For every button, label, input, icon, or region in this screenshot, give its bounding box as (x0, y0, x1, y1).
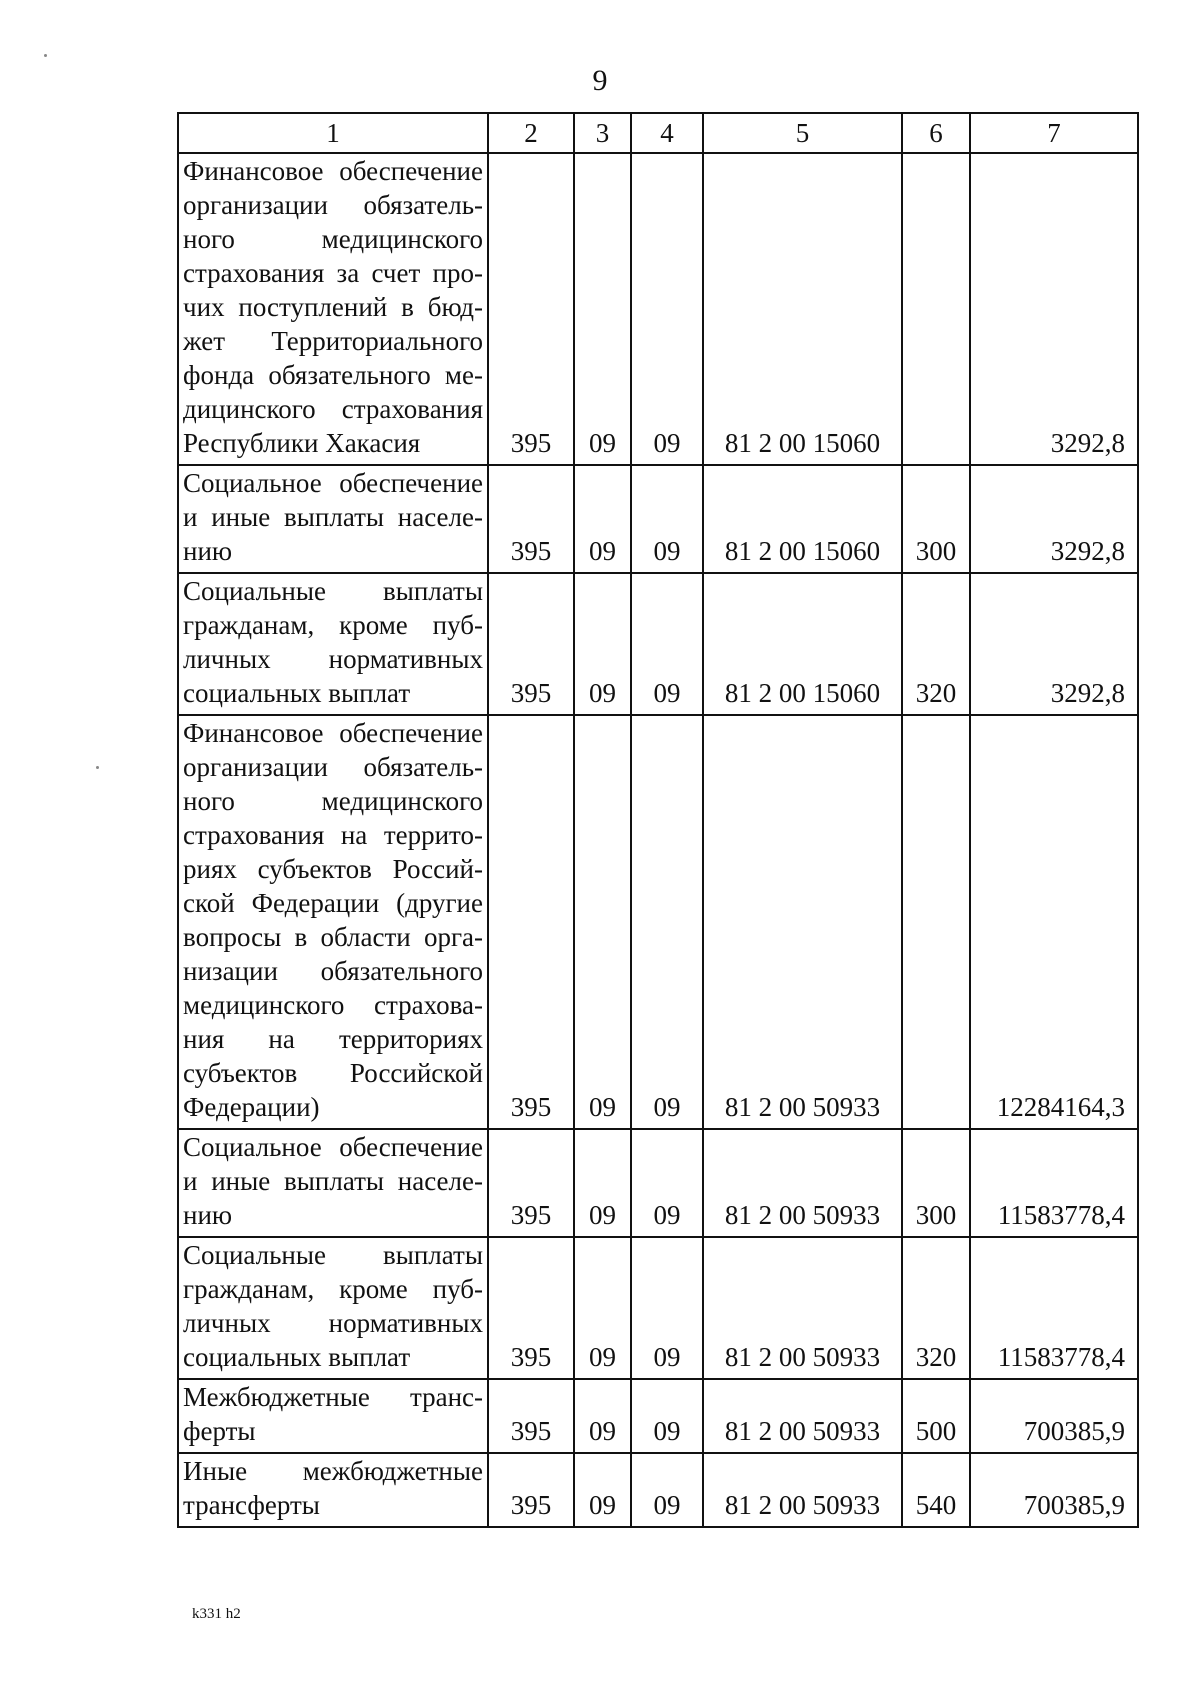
expense-type-code: 500 (902, 1379, 970, 1453)
column-header: 4 (631, 113, 703, 153)
expense-type-code: 540 (902, 1453, 970, 1527)
page-number: 9 (592, 64, 608, 97)
budget-table (177, 112, 1139, 1528)
table-row (178, 1379, 1138, 1453)
column-header: 1 (178, 113, 488, 153)
column-header: 7 (970, 113, 1138, 153)
section-code: 09 (574, 715, 631, 1129)
row-name: Социальное обеспечение и иные выплаты населе-нию (178, 465, 488, 573)
admin-code: 395 (488, 1379, 574, 1453)
expense-type-code (902, 715, 970, 1129)
row-name: Иные межбюджетные трансферты (178, 1453, 488, 1527)
subsection-code: 09 (631, 1129, 703, 1237)
admin-code: 395 (488, 1237, 574, 1379)
amount: 3292,8 (970, 465, 1138, 573)
scan-speck (44, 54, 47, 57)
table-row (178, 715, 1138, 1129)
row-name: Финансовое обеспечение организации обязатель-ного медицинского страхования за счет про-чих поступлений в бюд-жет Территориального фонда обязательного ме-дицинского страхования Республики Хакасия (178, 153, 488, 465)
amount: 700385,9 (970, 1379, 1138, 1453)
section-code: 09 (574, 465, 631, 573)
target-article-code: 81 2 00 50933 (703, 715, 902, 1129)
column-header: 6 (902, 113, 970, 153)
table-row (178, 1453, 1138, 1527)
document-footer-code: k331 h2 (192, 1606, 241, 1622)
section-code: 09 (574, 1379, 631, 1453)
target-article-code: 81 2 00 50933 (703, 1453, 902, 1527)
amount: 11583778,4 (970, 1237, 1138, 1379)
target-article-code: 81 2 00 15060 (703, 573, 902, 715)
table-row (178, 573, 1138, 715)
admin-code: 395 (488, 1129, 574, 1237)
admin-code: 395 (488, 573, 574, 715)
expense-type-code (902, 153, 970, 465)
expense-type-code: 320 (902, 573, 970, 715)
column-header: 3 (574, 113, 631, 153)
subsection-code: 09 (631, 715, 703, 1129)
amount: 3292,8 (970, 153, 1138, 465)
admin-code: 395 (488, 465, 574, 573)
target-article-code: 81 2 00 50933 (703, 1237, 902, 1379)
admin-code: 395 (488, 1453, 574, 1527)
row-name: Межбюджетные транс-ферты (178, 1379, 488, 1453)
table-header-row (178, 113, 1138, 153)
target-article-code: 81 2 00 15060 (703, 465, 902, 573)
expense-type-code: 320 (902, 1237, 970, 1379)
column-header: 5 (703, 113, 902, 153)
section-code: 09 (574, 1453, 631, 1527)
table-row (178, 1237, 1138, 1379)
admin-code: 395 (488, 153, 574, 465)
amount: 12284164,3 (970, 715, 1138, 1129)
amount: 11583778,4 (970, 1129, 1138, 1237)
subsection-code: 09 (631, 153, 703, 465)
section-code: 09 (574, 573, 631, 715)
amount: 3292,8 (970, 573, 1138, 715)
amount: 700385,9 (970, 1453, 1138, 1527)
section-code: 09 (574, 1129, 631, 1237)
row-name: Финансовое обеспечение организации обязатель-ного медицинского страхования на террито-риях субъектов Россий-ской Федерации (другие вопросы в области орга-низации обязательного медицинского страхова-ния на территориях субъектов Российской Федерации) (178, 715, 488, 1129)
table-row (178, 1129, 1138, 1237)
scan-speck (96, 766, 99, 769)
subsection-code: 09 (631, 1379, 703, 1453)
admin-code: 395 (488, 715, 574, 1129)
row-name: Социальные выплаты гражданам, кроме пуб-личных нормативных социальных выплат (178, 1237, 488, 1379)
section-code: 09 (574, 153, 631, 465)
expense-type-code: 300 (902, 1129, 970, 1237)
section-code: 09 (574, 1237, 631, 1379)
column-header: 2 (488, 113, 574, 153)
row-name: Социальное обеспечение и иные выплаты населе-нию (178, 1129, 488, 1237)
table-row (178, 465, 1138, 573)
subsection-code: 09 (631, 1453, 703, 1527)
subsection-code: 09 (631, 1237, 703, 1379)
subsection-code: 09 (631, 573, 703, 715)
target-article-code: 81 2 00 50933 (703, 1129, 902, 1237)
target-article-code: 81 2 00 15060 (703, 153, 902, 465)
row-name: Социальные выплаты гражданам, кроме пуб-личных нормативных социальных выплат (178, 573, 488, 715)
table-row (178, 153, 1138, 465)
subsection-code: 09 (631, 465, 703, 573)
expense-type-code: 300 (902, 465, 970, 573)
target-article-code: 81 2 00 50933 (703, 1379, 902, 1453)
